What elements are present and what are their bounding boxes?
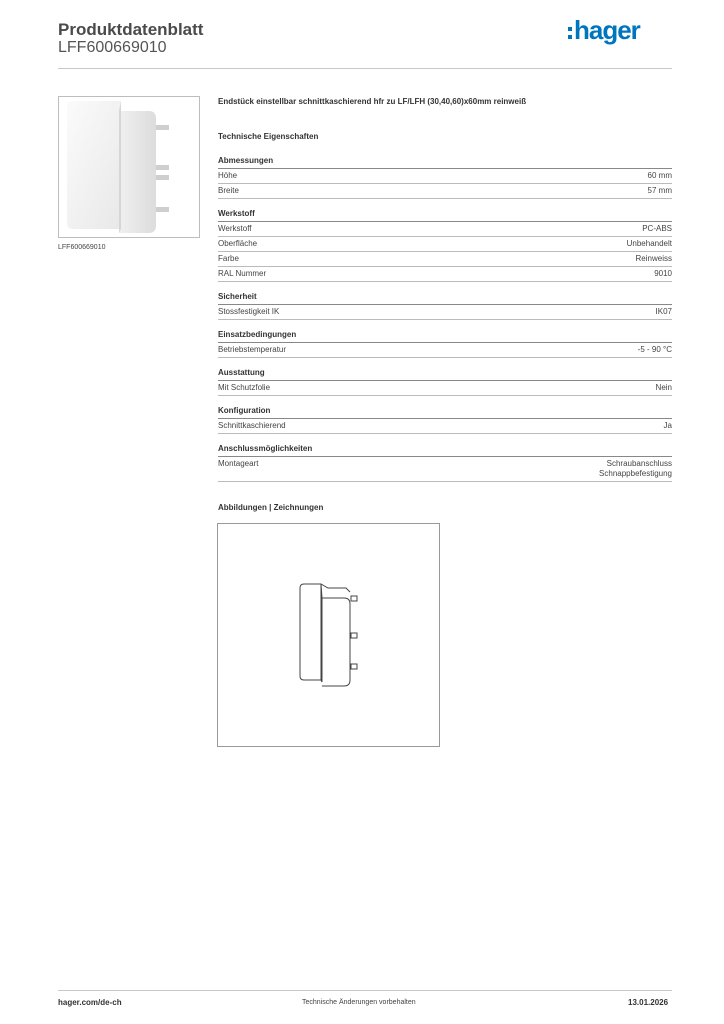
property-row: [218, 169, 672, 184]
property-section: [218, 207, 672, 282]
technical-drawing: [217, 523, 440, 747]
property-value: [642, 224, 672, 234]
property-label: Farbe: [218, 254, 239, 263]
property-value-line: Unbehandelt: [626, 239, 672, 248]
property-value: [648, 186, 672, 196]
property-row: [218, 252, 672, 267]
property-row: [218, 237, 672, 252]
section-heading: Konfiguration: [218, 404, 672, 419]
hager-logo: [568, 16, 658, 48]
property-value: [656, 307, 672, 317]
property-row: [218, 305, 672, 320]
property-section: [218, 366, 672, 396]
section-heading: Anschlussmöglichkeiten: [218, 442, 672, 457]
section-heading: Werkstoff: [218, 207, 672, 222]
drawings-title: Abbildungen | Zeichnungen: [218, 503, 324, 512]
property-value: [648, 171, 672, 181]
property-label: Stossfestigkeit IK: [218, 307, 280, 316]
property-label: RAL Nummer: [218, 269, 267, 278]
property-section: [218, 154, 672, 199]
property-value-line: Reinweiss: [635, 254, 672, 263]
property-row: [218, 343, 672, 358]
property-label: Betriebstemperatur: [218, 345, 287, 354]
property-row: [218, 267, 672, 282]
property-value-line: 60 mm: [647, 171, 672, 180]
property-value-line: Nein: [655, 383, 672, 392]
property-label: Breite: [218, 186, 239, 195]
property-label: Oberfläche: [218, 239, 258, 248]
property-value: [636, 254, 672, 264]
property-section: [218, 328, 672, 358]
property-value-line: Schraubanschluss: [606, 459, 672, 468]
property-value-line: Schnappbefestigung: [599, 469, 672, 478]
footer-divider: [58, 990, 672, 991]
footer-date: 13.01.2026: [628, 998, 669, 1007]
property-value-line: 57 mm: [647, 186, 672, 195]
property-section: [218, 442, 672, 482]
section-heading: Einsatzbedingungen: [218, 328, 672, 343]
property-row: [218, 381, 672, 396]
product-photo-caption: LFF600669010: [58, 244, 106, 251]
property-label: Werkstoff: [218, 224, 252, 233]
header-divider: [58, 68, 672, 69]
property-row: [218, 419, 672, 434]
property-row: [218, 457, 672, 482]
property-value: [656, 383, 672, 393]
footer-website-link[interactable]: hager.com/de-ch: [58, 998, 122, 1007]
section-heading: Sicherheit: [218, 290, 672, 305]
section-heading: Abmessungen: [218, 154, 672, 169]
footer-disclaimer: Technische Änderungen vorbehalten: [302, 999, 416, 1006]
property-section: [218, 404, 672, 434]
property-value-line: PC-ABS: [642, 224, 672, 233]
property-label: Montageart: [218, 459, 259, 468]
property-label: Mit Schutzfolie: [218, 383, 271, 392]
property-section: [218, 290, 672, 320]
property-label: Höhe: [218, 171, 238, 180]
property-value: [638, 345, 672, 355]
property-value: [664, 421, 672, 431]
page-title: Produktdatenblatt: [58, 20, 204, 39]
property-label: Schnittkaschierend: [218, 421, 286, 430]
technical-properties-table: [218, 154, 672, 490]
property-value-line: Ja: [663, 421, 672, 430]
property-value: [627, 239, 672, 249]
product-code: LFF600669010: [58, 39, 167, 56]
property-row: [218, 222, 672, 237]
property-value: [599, 459, 672, 479]
brand-wordmark: hager: [574, 16, 640, 45]
section-heading: Ausstattung: [218, 366, 672, 381]
property-value-line: -5 - 90 °C: [637, 345, 672, 354]
technical-properties-title: Technische Eigenschaften: [218, 132, 319, 141]
product-photo: [58, 96, 200, 238]
property-value: [654, 269, 672, 279]
property-value-line: IK07: [655, 307, 672, 316]
property-value-line: 9010: [654, 269, 672, 278]
product-description: Endstück einstellbar schnittkaschierend hfr zu LF/LFH (30,40,60)x60mm reinweiß: [218, 97, 527, 106]
property-row: [218, 184, 672, 199]
